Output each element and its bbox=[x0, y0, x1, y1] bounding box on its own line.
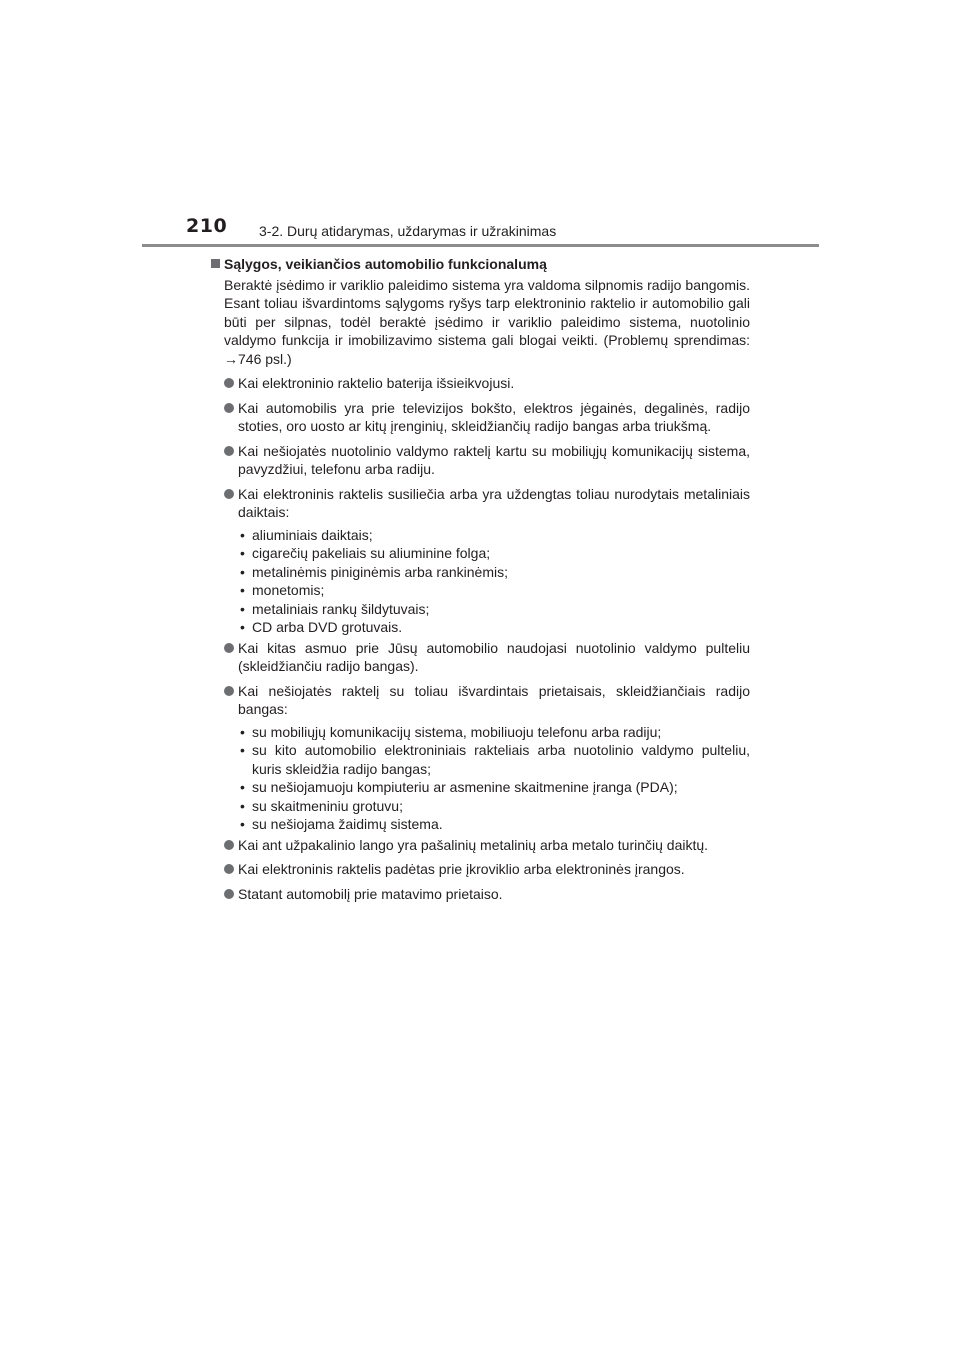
sub-list-item bbox=[238, 815, 750, 834]
list-item-text: Statant automobilį prie matavimo prietaiso. bbox=[238, 885, 503, 902]
dot-bullet-icon: • bbox=[240, 563, 245, 580]
page-header bbox=[186, 214, 826, 244]
sub-list-item bbox=[238, 618, 750, 637]
list-item bbox=[210, 399, 750, 436]
circle-bullet-icon bbox=[224, 446, 234, 456]
square-bullet-icon bbox=[211, 259, 220, 268]
list-item-text: Kai nešiojatės raktelį su toliau išvardintais prietaisais, skleidžiančiais radijo bangas: bbox=[238, 682, 750, 717]
section-heading bbox=[210, 255, 750, 274]
sub-list-item bbox=[238, 600, 750, 619]
sub-list-item-text: su nešiojama žaidimų sistema. bbox=[252, 816, 443, 832]
list-item bbox=[210, 442, 750, 479]
list-item-text: Kai elektroninis raktelis padėtas prie įkroviklio arba elektroninės įrangos. bbox=[238, 861, 685, 877]
circle-bullet-icon bbox=[224, 403, 234, 413]
list-item-text: Kai kitas asmuo prie Jūsų automobilio naudojasi nuotolinio valdymo pulteliu (skleidžiančiu radijo bangas). bbox=[238, 639, 750, 674]
list-item bbox=[210, 836, 750, 855]
list-item-text: Kai nešiojatės nuotolinio valdymo raktelį kartu su mobiliųjų komunikacijų sistema, pavyzdžiui, telefonu arba radiju. bbox=[238, 442, 750, 477]
dot-bullet-icon: • bbox=[240, 779, 245, 795]
sub-list bbox=[238, 723, 750, 834]
list-item bbox=[210, 639, 750, 676]
circle-bullet-icon bbox=[224, 889, 234, 899]
sub-list-item bbox=[238, 723, 750, 742]
circle-bullet-icon bbox=[224, 686, 234, 696]
sub-list-item-text: su kito automobilio elektroniniais rakteliais arba nuotolinio valdymo pulteliu, kuris skleidžia radijo bangas; bbox=[252, 742, 750, 777]
sub-list-item bbox=[238, 563, 750, 582]
page-number: 210 bbox=[186, 215, 228, 237]
sub-list-item-text: su nešiojamuoju kompiuteriu ar asmenine skaitmenine įranga (PDA); bbox=[252, 779, 678, 795]
list-item-text: Kai automobilis yra prie televizijos bokšto, elektros jėgainės, degalinės, radijo stoties, oro uosto ar kitų įrenginių, skleidžiančių radijo bangas arba triukšmą. bbox=[238, 399, 750, 434]
sub-list-item-text: aliuminiais daiktais; bbox=[252, 526, 373, 543]
sub-list-item-text: cigarečių pakeliais su aliuminine folga; bbox=[252, 545, 491, 561]
sub-list-item bbox=[238, 778, 750, 797]
sub-list-item-text: monetomis; bbox=[252, 582, 325, 598]
sub-list-item-text: su skaitmeniniu grotuvu; bbox=[252, 797, 403, 814]
list-item-text: Kai elektroninio raktelio baterija išsieikvojusi. bbox=[238, 375, 515, 391]
sub-list-item-text: metaliniais rankų šildytuvais; bbox=[252, 600, 430, 617]
dot-bullet-icon: • bbox=[240, 742, 245, 758]
dot-bullet-icon: • bbox=[240, 582, 245, 598]
list-item bbox=[210, 374, 750, 393]
sub-list-item bbox=[238, 581, 750, 600]
dot-bullet-icon: • bbox=[240, 619, 245, 635]
sub-list-item-text: su mobiliųjų komunikacijų sistema, mobiliuoju telefonu arba radiju; bbox=[252, 723, 662, 740]
sub-list bbox=[238, 526, 750, 637]
sub-list-item bbox=[238, 797, 750, 816]
chapter-title: 3-2. Durų atidarymas, uždarymas ir užrakinimas bbox=[259, 223, 557, 239]
dot-bullet-icon: • bbox=[240, 545, 245, 561]
intro-paragraph: Beraktė įsėdimo ir variklio paleidimo sistema yra valdoma silpnomis radijo bangomis. Esant toliau išvardintoms sąlygoms ryšys tarp elektroninio raktelio ir automobilio gali būti per silpnas, todėl beraktė įsėdimo ir variklio paleidimo sistema, nuotolinio valdymo funkcija ir imobilizavimo sistema gali blogai veikti. (Problemų sprendimas: →746 psl.) bbox=[224, 276, 750, 367]
list-item bbox=[210, 485, 750, 637]
dot-bullet-icon: • bbox=[240, 723, 245, 740]
header-divider bbox=[142, 244, 819, 247]
dot-bullet-icon: • bbox=[240, 816, 245, 832]
sub-list-item bbox=[238, 544, 750, 563]
list-item-text: Kai elektroninis raktelis susiliečia arba yra uždengtas toliau nurodytais metaliniais daiktais: bbox=[238, 485, 750, 520]
list-item bbox=[210, 885, 750, 904]
dot-bullet-icon: • bbox=[240, 526, 245, 543]
list-item-text: Kai ant užpakalinio lango yra pašalinių metalinių arba metalo turinčių daiktų. bbox=[238, 836, 709, 853]
sub-list-item-text: CD arba DVD grotuvais. bbox=[252, 619, 403, 635]
list-item bbox=[210, 682, 750, 834]
sub-list-item bbox=[238, 741, 750, 778]
circle-bullet-icon bbox=[224, 643, 234, 653]
sub-list-item-text: metalinėmis piniginėmis arba rankinėmis; bbox=[252, 563, 508, 580]
list-item bbox=[210, 860, 750, 879]
page-content bbox=[210, 255, 750, 909]
dot-bullet-icon: • bbox=[240, 797, 245, 814]
dot-bullet-icon: • bbox=[240, 600, 245, 617]
circle-bullet-icon bbox=[224, 378, 234, 388]
circle-bullet-icon bbox=[224, 864, 234, 874]
section-heading-text: Sąlygos, veikiančios automobilio funkcionalumą bbox=[224, 256, 547, 272]
sub-list-item bbox=[238, 526, 750, 545]
circle-bullet-icon bbox=[224, 489, 234, 499]
circle-bullet-icon bbox=[224, 840, 234, 850]
